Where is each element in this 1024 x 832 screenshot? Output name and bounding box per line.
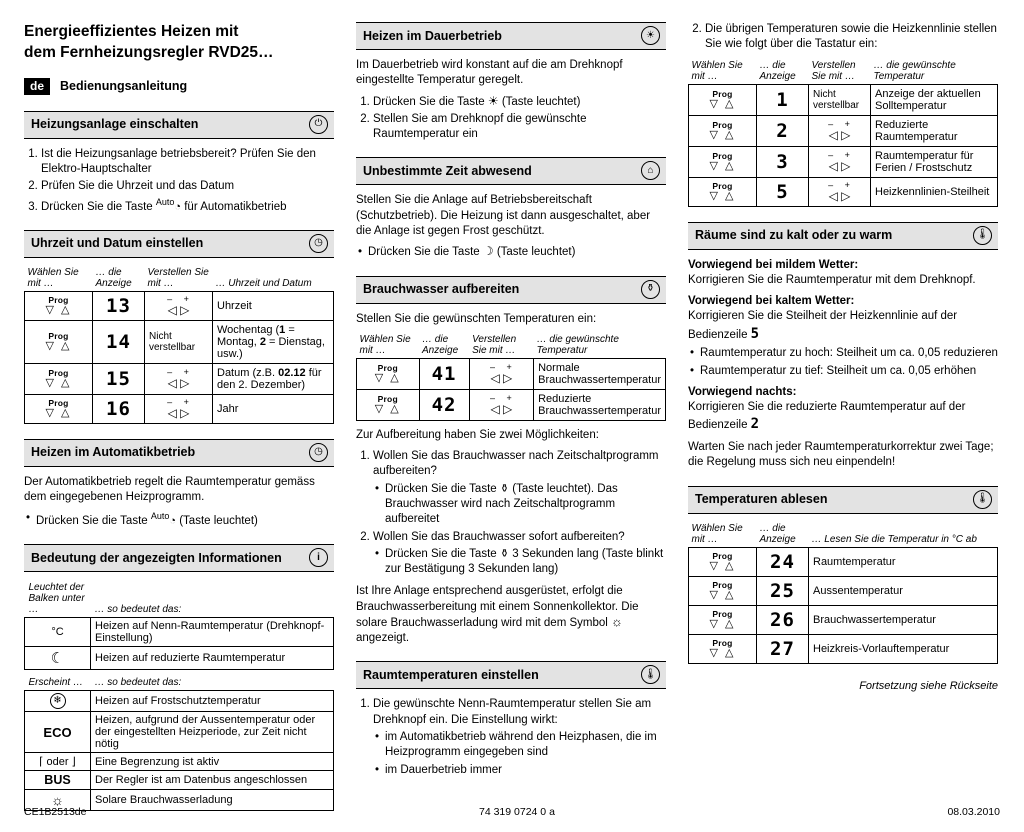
list-item: 3. Drücken Sie die Taste $^{Auto}$◔ für Automatikbetrieb xyxy=(41,197,334,215)
dhw-option-1-bullets xyxy=(373,482,666,528)
select-cell xyxy=(689,146,757,177)
table-row xyxy=(689,146,998,177)
section-header xyxy=(24,230,334,258)
prog-arrows-icon: ▽ △ xyxy=(709,189,736,202)
list-item xyxy=(373,449,666,527)
minus-plus-label: – + xyxy=(489,362,513,373)
prog-arrows-icon: ▽ △ xyxy=(374,402,401,415)
continuous-paragraph: Im Dauerbetrieb wird konstant auf die am Drehknopf eingestellte Temperatur geregelt. xyxy=(356,59,623,87)
col-header: … Lesen Sie die Temperatur in °C ab xyxy=(809,522,998,548)
slider-icon: ◁ ▷ xyxy=(828,128,851,143)
block-heading: Vorwiegend bei mildem Wetter: xyxy=(688,258,859,271)
prog-label: Prog xyxy=(48,367,69,378)
table-row xyxy=(689,115,998,146)
slider-icon: ◁ ▷ xyxy=(490,402,513,417)
slider-icon: ◁ ▷ xyxy=(828,159,851,174)
adjust-cell xyxy=(145,394,213,423)
footer-right: 08.03.2010 xyxy=(947,806,1000,818)
adjust-cell xyxy=(809,177,871,206)
three-column-layout xyxy=(24,22,1000,809)
select-cell xyxy=(357,358,420,389)
column-right xyxy=(688,22,998,692)
prog-arrows-icon: ▽ △ xyxy=(45,339,72,352)
prog-arrows-icon: ▽ △ xyxy=(709,97,736,110)
page-title xyxy=(24,22,334,64)
column-middle xyxy=(356,22,666,793)
room-temp-steps xyxy=(356,697,666,777)
prog-arrows-icon: ▽ △ xyxy=(709,159,736,172)
section-header xyxy=(356,22,666,50)
display-value: 16 xyxy=(93,394,145,423)
prog-label: Prog xyxy=(712,88,733,99)
description-cell: Heizen auf Frostschutztemperatur xyxy=(91,691,334,712)
description-cell: Reduzierte Raumtemperatur xyxy=(871,115,998,146)
block-text: Korrigieren Sie die Steilheit der Heizkennlinie auf der Bedienzeile 5 xyxy=(688,310,958,342)
section-header xyxy=(688,486,998,514)
description-cell: Eine Begrenzung ist aktiv xyxy=(91,753,334,771)
section-continuous xyxy=(356,22,666,142)
select-cell xyxy=(25,320,93,363)
table-header-row xyxy=(689,522,998,548)
display-value: 41 xyxy=(419,358,469,389)
select-cell xyxy=(25,291,93,320)
auto-mode-bullets xyxy=(24,511,334,529)
section-header xyxy=(688,222,998,250)
section-header xyxy=(24,544,334,572)
night-block xyxy=(688,385,998,434)
display-value: 2 xyxy=(757,115,809,146)
thermometers-icon: 🌡 xyxy=(973,226,992,245)
prog-label: Prog xyxy=(712,150,733,161)
prog-arrows-icon: ▽ △ xyxy=(709,559,736,572)
section-room-temp-continued xyxy=(688,22,998,207)
dhw-table xyxy=(356,333,666,421)
continuation-note: Fortsetzung siehe Rückseite xyxy=(859,679,998,692)
language-row xyxy=(24,78,334,95)
footer-center: 74 319 0724 0 a xyxy=(479,806,555,818)
cold-weather-bullets xyxy=(688,346,998,379)
description-cell: Normale Brauchwassertemperatur xyxy=(534,358,666,389)
eco-label: ECO xyxy=(25,712,91,753)
description-cell: Heizen, aufgrund der Aussentemperatur oder der eingestellten Heizperiode, zur Zeit nicht nötig xyxy=(91,712,334,753)
prog-arrows-icon: ▽ △ xyxy=(45,406,72,419)
absent-bullets xyxy=(356,245,666,260)
section-title: Heizen im Automatikbetrieb xyxy=(31,445,196,460)
thermometer-icon: 🌡 xyxy=(973,490,992,509)
section-room-temp xyxy=(356,661,666,777)
slider-icon: ◁ ▷ xyxy=(167,376,190,391)
section-title: Unbestimmte Zeit abwesend xyxy=(363,163,532,178)
display-value: 24 xyxy=(757,547,809,576)
description-cell: Heizkreis-Vorlauftemperatur xyxy=(809,634,998,663)
read-temps-table xyxy=(688,522,998,664)
section-header xyxy=(356,157,666,185)
table-row xyxy=(689,177,998,206)
list-item xyxy=(373,530,666,578)
section-title: Uhrzeit und Datum einstellen xyxy=(31,236,204,251)
language-badge: de xyxy=(24,78,50,95)
minus-plus-label: – + xyxy=(489,393,513,404)
prog-label: Prog xyxy=(377,362,398,373)
description-cell: Anzeige der aktuellen Solltemperatur xyxy=(871,84,998,115)
select-cell xyxy=(689,605,757,634)
prog-arrows-icon: ▽ △ xyxy=(709,617,736,630)
line-ref-2: 2 xyxy=(750,416,761,433)
footer-left: CE1B2513de xyxy=(24,806,87,818)
section-read-temps xyxy=(688,486,998,664)
column-left xyxy=(24,22,334,826)
dhw-intro: Stellen Sie die gewünschten Temperaturen ein: xyxy=(356,312,597,325)
dhw-option-2-bullets xyxy=(373,547,666,578)
list-item: 1. Drücken Sie die Taste ☀ (Taste leuchtet) xyxy=(373,95,666,110)
adjust-cell xyxy=(809,115,871,146)
dhw-options xyxy=(356,449,666,577)
slider-icon: ◁ ▷ xyxy=(167,303,190,318)
clock-icon: ◷ xyxy=(309,443,328,462)
table-header-row xyxy=(25,580,334,618)
block-heading: Vorwiegend nachts: xyxy=(688,385,797,398)
room-temp-step1-bullets xyxy=(373,730,666,778)
prog-label: Prog xyxy=(712,550,733,561)
adjust-cell: Nicht verstellbar xyxy=(809,84,871,115)
col-header: … die Anzeige xyxy=(419,333,469,359)
section-time-date xyxy=(24,230,334,424)
dhw-option-1-title: Wollen Sie das Brauchwasser nach Zeitschaltprogramm aufbereiten? xyxy=(373,450,659,478)
room-temp-step1: Die gewünschte Nenn-Raumtemperatur stellen Sie am Drehknopf ein. Die Einstellung wirkt: xyxy=(373,698,652,726)
prog-label: Prog xyxy=(712,180,733,191)
description-cell: Reduzierte Brauchwassertemperatur xyxy=(534,389,666,420)
section-header xyxy=(356,276,666,304)
description-cell: Aussentemperatur xyxy=(809,576,998,605)
minus-plus-label: – + xyxy=(828,119,851,130)
table-row xyxy=(25,647,334,670)
select-cell xyxy=(689,84,757,115)
col-header: Verstellen Sie mit … xyxy=(469,333,534,359)
dhw-solar-note: Ist Ihre Anlage entsprechend ausgerüstet, erfolgt die Brauchwasserbereitung mit einem Sonnenkollektor. Die solare Brauchwasserladung wird mit dem Symbol ☼ angezeigt. xyxy=(356,585,639,645)
line-ref-5: 5 xyxy=(750,325,761,342)
col-header: … die Anzeige xyxy=(757,522,809,548)
display-value: 14 xyxy=(93,320,145,363)
house-icon: ⌂ xyxy=(641,161,660,180)
select-cell xyxy=(25,363,93,394)
thermometer-icon: 🌡 xyxy=(641,665,660,684)
description-cell: Solare Brauchwasserladung xyxy=(91,790,334,811)
col-header: Wählen Sie mit … xyxy=(25,266,93,292)
bus-label: BUS xyxy=(25,771,91,790)
display-value: 5 xyxy=(757,177,809,206)
auto-mode-paragraph: Der Automatikbetrieb regelt die Raumtemperatur gemäss dem eingegebenen Heizprogramm. xyxy=(24,475,315,504)
display-value: 26 xyxy=(757,605,809,634)
block-heading: Vorwiegend bei kaltem Wetter: xyxy=(688,295,855,308)
prog-label: Prog xyxy=(48,330,69,341)
section-title: Brauchwasser aufbereiten xyxy=(363,282,520,297)
col-header: Wählen Sie mit … xyxy=(689,522,757,548)
section-dhw xyxy=(356,276,666,647)
section-display-info xyxy=(24,544,334,811)
col-header: … die Anzeige xyxy=(757,59,809,85)
prog-label: Prog xyxy=(377,393,398,404)
table-row xyxy=(689,84,998,115)
section-title: Bedeutung der angezeigten Informationen xyxy=(31,550,282,565)
switch-icon: ⏻ xyxy=(309,115,328,134)
col-header: Wählen Sie mit … xyxy=(357,333,420,359)
continuous-steps xyxy=(356,95,666,143)
section-title: Temperaturen ablesen xyxy=(695,492,828,507)
table-row xyxy=(357,358,666,389)
minus-plus-label: – + xyxy=(167,294,190,305)
table-header-row xyxy=(689,59,998,85)
section-absent xyxy=(356,157,666,260)
table-header-row xyxy=(25,266,334,292)
section-auto-mode xyxy=(24,439,334,530)
absent-paragraph: Stellen Sie die Anlage auf Betriebsbereitschaft (Schutzbetrieb). Die Heizung ist dann ausgeschaltet, aber die Anlage ist gegen Frost geschützt. xyxy=(356,194,651,237)
prog-arrows-icon: ▽ △ xyxy=(45,303,72,316)
table-row xyxy=(689,634,998,663)
block-text: Korrigieren Sie die reduzierte Raumtemperatur auf der Bedienzeile 2 xyxy=(688,401,966,433)
description-cell: Uhrzeit xyxy=(213,291,334,320)
description-cell: Datum (z.B. 02.12 für den 2. Dezember) xyxy=(213,363,334,394)
table-row xyxy=(25,691,334,712)
section-power-on xyxy=(24,111,334,215)
time-date-table xyxy=(24,266,334,424)
select-cell xyxy=(25,394,93,423)
display-value: 25 xyxy=(757,576,809,605)
solar-icon: ☼ xyxy=(25,790,91,811)
room-temp-table xyxy=(688,59,998,207)
col-header: … so bedeutet das: xyxy=(91,670,334,691)
section-header xyxy=(24,439,334,467)
select-cell xyxy=(689,547,757,576)
list-item: 2. Stellen Sie am Drehknopf die gewünschte Raumtemperatur ein xyxy=(373,112,666,143)
mild-weather-block xyxy=(688,258,998,289)
description-cell: Raumtemperatur für Ferien / Frostschutz xyxy=(871,146,998,177)
cold-weather-block xyxy=(688,294,998,343)
adjust-cell: Nicht verstellbar xyxy=(145,320,213,363)
table-row xyxy=(689,547,998,576)
table-row xyxy=(25,712,334,753)
list-item: 2. Prüfen Sie die Uhrzeit und das Datum xyxy=(41,179,334,194)
col-header: Erscheint … xyxy=(25,670,91,691)
description-cell: Heizen auf Nenn-Raumtemperatur (Drehknopf-Einstellung) xyxy=(91,618,334,647)
select-cell xyxy=(689,177,757,206)
table-row xyxy=(357,389,666,420)
list-item: 2. Die übrigen Temperaturen sowie die Heizkennlinie stellen Sie wie folgt über die Tastatur ein: xyxy=(705,22,998,53)
prog-arrows-icon: ▽ △ xyxy=(374,371,401,384)
sun-icon: ☀ xyxy=(641,26,660,45)
dhw-option-2-title: Wollen Sie das Brauchwasser sofort aufbereiten? xyxy=(373,530,625,543)
prog-arrows-icon: ▽ △ xyxy=(709,646,736,659)
clock-icon: ◷ xyxy=(309,234,328,253)
correction-footnote: Warten Sie nach jeder Raumtemperaturkorrektur zwei Tage; die Regelung muss sich neu einpendeln! xyxy=(688,441,994,469)
info-icon: i xyxy=(309,548,328,567)
section-title: Raumtemperaturen einstellen xyxy=(363,667,539,682)
display-value: 15 xyxy=(93,363,145,394)
description-cell: Jahr xyxy=(213,394,334,423)
table-row xyxy=(689,576,998,605)
select-cell xyxy=(357,389,420,420)
col-header: Verstellen Sie mit … xyxy=(809,59,871,85)
table-header-row xyxy=(25,670,334,691)
description-cell: Heizkennlinien-Steilheit xyxy=(871,177,998,206)
select-cell xyxy=(689,576,757,605)
description-cell: Heizen auf reduzierte Raumtemperatur xyxy=(91,647,334,670)
power-on-steps xyxy=(24,147,334,215)
adjust-cell xyxy=(145,363,213,394)
section-header xyxy=(356,661,666,689)
room-temp-step2-list xyxy=(688,22,998,53)
col-header: … so bedeutet das: xyxy=(91,580,334,618)
section-title: Heizungsanlage einschalten xyxy=(31,117,199,132)
list-item: • Drücken Sie die Taste ⚱ (Taste leuchtet). Das Brauchwasser wird nach Zeitschaltprogramm aufbereitet xyxy=(385,482,666,528)
display-value: 1 xyxy=(757,84,809,115)
list-item: • Drücken Sie die Taste $^{Auto}$◔ (Taste leuchtet) xyxy=(36,511,334,529)
col-header: … die gewünschte Temperatur xyxy=(534,333,666,359)
dhw-after-intro: Zur Aufbereitung haben Sie zwei Möglichkeiten: xyxy=(356,428,599,441)
description-cell: Raumtemperatur xyxy=(809,547,998,576)
adjust-cell xyxy=(469,389,534,420)
display-info-table xyxy=(24,580,334,811)
display-value: 13 xyxy=(93,291,145,320)
block-text: Korrigieren Sie die Raumtemperatur mit dem Drehknopf. xyxy=(688,273,976,286)
slider-icon: ◁ ▷ xyxy=(167,406,190,421)
title-line-1: Energieeffizientes Heizen mit xyxy=(24,23,239,40)
limit-bars-icon: ⌈ oder ⌋ xyxy=(25,753,91,771)
col-header: … die Anzeige xyxy=(93,266,145,292)
display-value: 42 xyxy=(419,389,469,420)
auto-key-label: Auto xyxy=(150,511,170,522)
display-value: 3 xyxy=(757,146,809,177)
list-item: • im Automatikbetrieb während den Heizphasen, die im Heizprogramm eingegeben sind xyxy=(385,730,666,761)
slider-icon: ◁ ▷ xyxy=(828,189,851,204)
adjust-cell xyxy=(469,358,534,389)
prog-label: Prog xyxy=(712,119,733,130)
table-row xyxy=(25,771,334,790)
list-item xyxy=(373,697,666,777)
minus-plus-label: – + xyxy=(167,397,190,408)
list-item: 1. Ist die Heizungsanlage betriebsbereit? Prüfen Sie den Elektro-Hauptschalter xyxy=(41,147,334,178)
col-header: Wählen Sie mit … xyxy=(689,59,757,85)
prog-label: Prog xyxy=(48,294,69,305)
title-line-2: dem Fernheizungsregler RVD25… xyxy=(24,43,274,61)
list-item: • im Dauerbetrieb immer xyxy=(385,763,666,778)
display-value: 27 xyxy=(757,634,809,663)
moon-icon: ☾ xyxy=(25,647,91,670)
minus-plus-label: – + xyxy=(167,367,190,378)
prog-label: Prog xyxy=(712,608,733,619)
table-row xyxy=(25,320,334,363)
adjust-cell xyxy=(809,146,871,177)
list-item: • Drücken Sie die Taste ☽ (Taste leuchtet) xyxy=(368,245,666,260)
table-row xyxy=(25,394,334,423)
auto-key-label: Auto xyxy=(155,196,175,207)
page-footer xyxy=(24,806,1000,818)
table-row xyxy=(689,605,998,634)
prog-arrows-icon: ▽ △ xyxy=(709,588,736,601)
select-cell xyxy=(689,115,757,146)
col-header: Leuchtet der Balken unter … xyxy=(25,580,91,618)
symbol-celsius-icon: °C xyxy=(25,618,91,647)
manual-type-label: Bedienungsanleitung xyxy=(60,79,188,94)
col-header: Verstellen Sie mit … xyxy=(145,266,213,292)
description-cell: Brauchwassertemperatur xyxy=(809,605,998,634)
list-item: • Raumtemperatur zu hoch: Steilheit um ca. 0,05 reduzieren xyxy=(700,346,998,361)
prog-label: Prog xyxy=(712,579,733,590)
adjust-cell xyxy=(145,291,213,320)
description-cell: Wochentag (1 = Montag, 2 = Dienstag, usw.) xyxy=(213,320,334,363)
prog-arrows-icon: ▽ △ xyxy=(709,128,736,141)
section-header xyxy=(24,111,334,139)
slider-icon: ◁ ▷ xyxy=(490,371,513,386)
section-title: Räume sind zu kalt oder zu warm xyxy=(695,228,893,243)
prog-label: Prog xyxy=(712,637,733,648)
table-row xyxy=(25,618,334,647)
col-header: … die gewünschte Temperatur xyxy=(871,59,998,85)
minus-plus-label: – + xyxy=(828,150,851,161)
tap-icon: ⚱ xyxy=(641,280,660,299)
section-title: Heizen im Dauerbetrieb xyxy=(363,28,502,43)
description-cell: Der Regler ist am Datenbus angeschlossen xyxy=(91,771,334,790)
table-row xyxy=(25,753,334,771)
select-cell xyxy=(689,634,757,663)
list-item: • Drücken Sie die Taste ⚱ 3 Sekunden lang (Taste blinkt zur Bestätigung 3 Sekunden lang) xyxy=(385,547,666,578)
list-item: • Raumtemperatur zu tief: Steilheit um ca. 0,05 erhöhen xyxy=(700,364,998,379)
table-row xyxy=(25,291,334,320)
prog-label: Prog xyxy=(48,397,69,408)
minus-plus-label: – + xyxy=(828,180,851,191)
prog-arrows-icon: ▽ △ xyxy=(45,376,72,389)
frost-icon: ❄ xyxy=(25,691,91,712)
section-too-cold-warm xyxy=(688,222,998,471)
table-row xyxy=(25,363,334,394)
table-header-row xyxy=(357,333,666,359)
col-header: … Uhrzeit und Datum xyxy=(213,266,334,292)
